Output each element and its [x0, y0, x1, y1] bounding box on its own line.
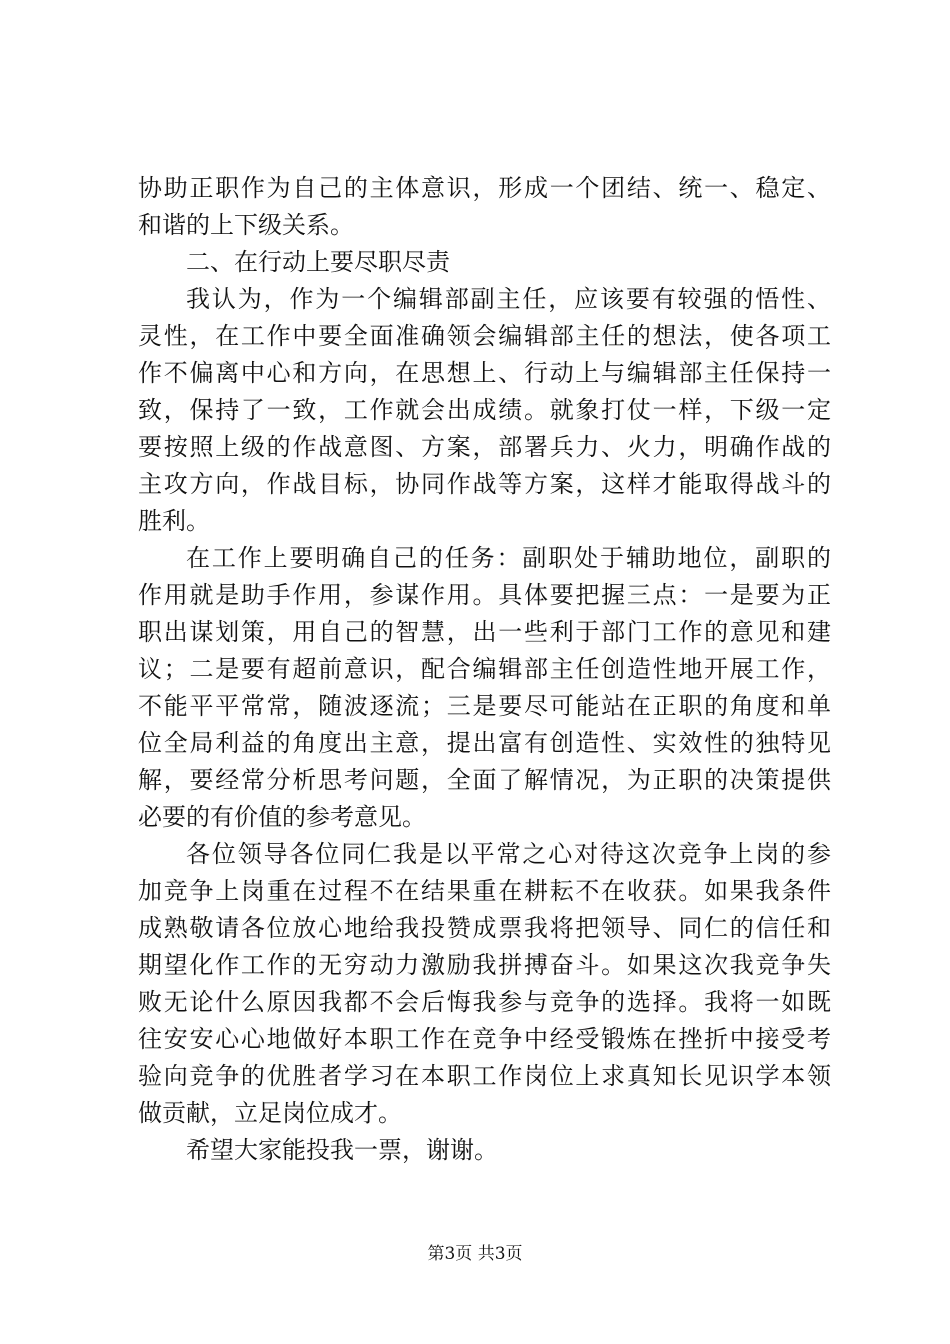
paragraph-line: 败无论什么原因我都不会后悔我参与竞争的选择。我将一如既: [138, 988, 831, 1016]
paragraph-line: 我认为，作为一个编辑部副主任，应该要有较强的悟性、: [186, 285, 831, 313]
paragraph-line: 验向竞争的优胜者学习在本职工作岗位上求真知长见识学本领: [138, 1062, 831, 1090]
paragraph-line: 位全局利益的角度出主意，提出富有创造性、实效性的独特见: [138, 729, 831, 757]
paragraph-line: 致，保持了一致，工作就会出成绩。就象打仗一样，下级一定: [138, 396, 831, 424]
paragraph-line: 成熟敬请各位放心地给我投赞成票我将把领导、同仁的信任和: [138, 914, 831, 942]
paragraph-line: 作不偏离中心和方向，在思想上、行动上与编辑部主任保持一: [138, 359, 831, 387]
paragraph-line: 协助正职作为自己的主体意识，形成一个团结、统一、稳定、: [138, 174, 831, 202]
paragraph-line: 做贡献，立足岗位成才。: [138, 1099, 402, 1127]
paragraph-line: 主攻方向，作战目标，协同作战等方案，这样才能取得战斗的: [138, 470, 831, 498]
page-footer: 第3页 共3页: [427, 1244, 523, 1264]
paragraph-line: 期望化作工作的无穷动力激励我拼搏奋斗。如果这次我竞争失: [138, 951, 831, 979]
paragraph-line: 不能平平常常，随波逐流；三是要尽可能站在正职的角度和单: [138, 692, 831, 720]
paragraph-line: 往安安心心地做好本职工作在竞争中经受锻炼在挫折中接受考: [138, 1025, 831, 1053]
paragraph-line: 必要的有价值的参考意见。: [138, 803, 426, 831]
section-heading: 二、在行动上要尽职尽责: [186, 248, 450, 276]
paragraph-line: 议；二是要有超前意识，配合编辑部主任创造性地开展工作，: [138, 655, 831, 683]
paragraph-line: 要按照上级的作战意图、方案，部署兵力、火力，明确作战的: [138, 433, 831, 461]
paragraph-line: 和谐的上下级关系。: [138, 211, 354, 239]
paragraph-line: 解，要经常分析思考问题，全面了解情况，为正职的决策提供: [138, 766, 831, 794]
paragraph-line: 加竞争上岗重在过程不在结果重在耕耘不在收获。如果我条件: [138, 877, 831, 905]
paragraph-line: 职出谋划策，用自己的智慧，出一些利于部门工作的意见和建: [138, 618, 831, 646]
closing-line: 希望大家能投我一票，谢谢。: [186, 1136, 498, 1164]
document-body: [138, 170, 831, 1169]
paragraph-line: 各位领导各位同仁我是以平常之心对待这次竞争上岗的参: [186, 840, 831, 868]
paragraph-line: 作用就是助手作用，参谋作用。具体要把握三点：一是要为正: [138, 581, 831, 609]
paragraph-line: 灵性，在工作中要全面准确领会编辑部主任的想法，使各项工: [138, 322, 831, 350]
paragraph-line: 胜利。: [138, 507, 210, 535]
paragraph-line: 在工作上要明确自己的任务：副职处于辅助地位，副职的: [186, 544, 831, 572]
